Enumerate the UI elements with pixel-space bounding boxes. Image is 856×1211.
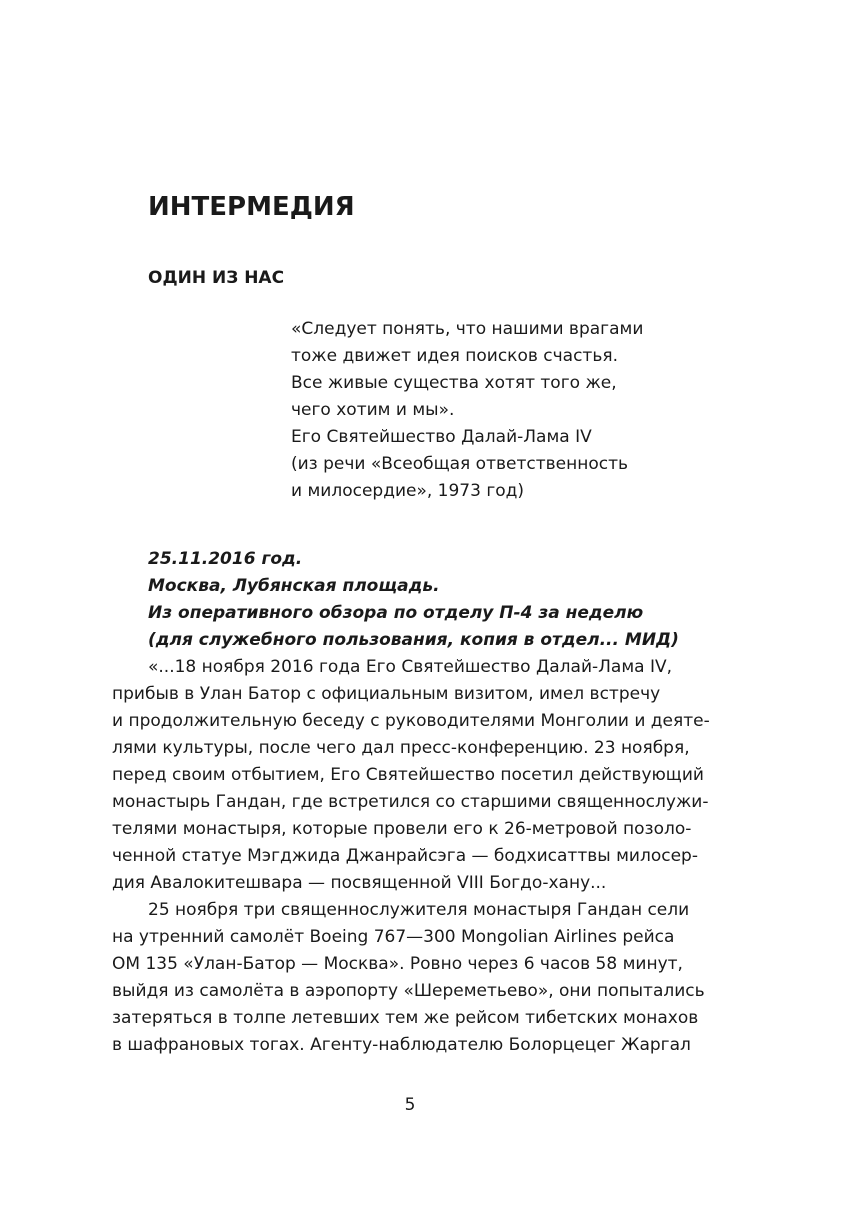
epigraph-line: «Следует понять, что нашими врагами bbox=[291, 319, 644, 339]
body-line: дия Авалокитешвара — посвященной VIII Богдо-хану... bbox=[112, 873, 607, 893]
body-line: и продолжительную беседу с руководителями Монголии и деяте- bbox=[112, 711, 710, 731]
section-title: ОДИН ИЗ НАС bbox=[148, 268, 285, 288]
body-line: 25 ноября три священнослужителя монастыря Гандан сели bbox=[148, 900, 690, 920]
report-date: 25.11.2016 год. bbox=[148, 549, 303, 569]
body-line: перед своим отбытием, Его Святейшество посетил действующий bbox=[112, 765, 704, 785]
epigraph-attribution: Его Святейшество Далай-Лама IV bbox=[291, 427, 592, 447]
body-line: в шафрановых тогах. Агенту-наблюдателю Болорцецег Жаргал bbox=[112, 1035, 691, 1055]
report-header bbox=[148, 546, 679, 654]
body-line: выйдя из самолёта в аэропорту «Шереметьево», они попытались bbox=[112, 981, 705, 1001]
epigraph-line: чего хотим и мы». bbox=[291, 400, 455, 420]
epigraph bbox=[291, 316, 643, 505]
body-line: на утренний самолёт Boeing 767—300 Mongolian Airlines рейса bbox=[112, 927, 675, 947]
body-line: OM 135 «Улан-Батор — Москва». Ровно через 6 часов 58 минут, bbox=[112, 954, 683, 974]
body-line: телями монастыря, которые провели его к 26-метровой позоло- bbox=[112, 819, 692, 839]
report-source: Из оперативного обзора по отделу П-4 за неделю bbox=[148, 603, 644, 623]
epigraph-line: тоже движет идея поисков счастья. bbox=[291, 346, 618, 366]
body-line: затеряться в толпе летевших тем же рейсом тибетских монахов bbox=[112, 1008, 699, 1028]
epigraph-line: Все живые существа хотят того же, bbox=[291, 373, 617, 393]
page-number: 5 bbox=[404, 1095, 416, 1115]
chapter-title: ИНТЕРМЕДИЯ bbox=[148, 192, 355, 222]
epigraph-source: (из речи «Всеобщая ответственность bbox=[291, 454, 628, 474]
body-line: «...18 ноября 2016 года Его Святейшество Далай-Лама IV, bbox=[148, 657, 673, 677]
report-classification: (для служебного пользования, копия в отдел... МИД) bbox=[148, 630, 679, 650]
body-line: прибыв в Улан Батор с официальным визитом, имел встречу bbox=[112, 684, 661, 704]
body-line: монастырь Гандан, где встретился со старшими священнослужи- bbox=[112, 792, 709, 812]
epigraph-source: и милосердие», 1973 год) bbox=[291, 481, 525, 501]
body-line: ченной статуе Мэгджида Джанрайсэга — бодхисаттвы милосер- bbox=[112, 846, 698, 866]
body-line: лями культуры, после чего дал пресс-конференцию. 23 ноября, bbox=[112, 738, 690, 758]
report-location: Москва, Лубянская площадь. bbox=[148, 576, 440, 596]
body-text bbox=[112, 654, 710, 1059]
